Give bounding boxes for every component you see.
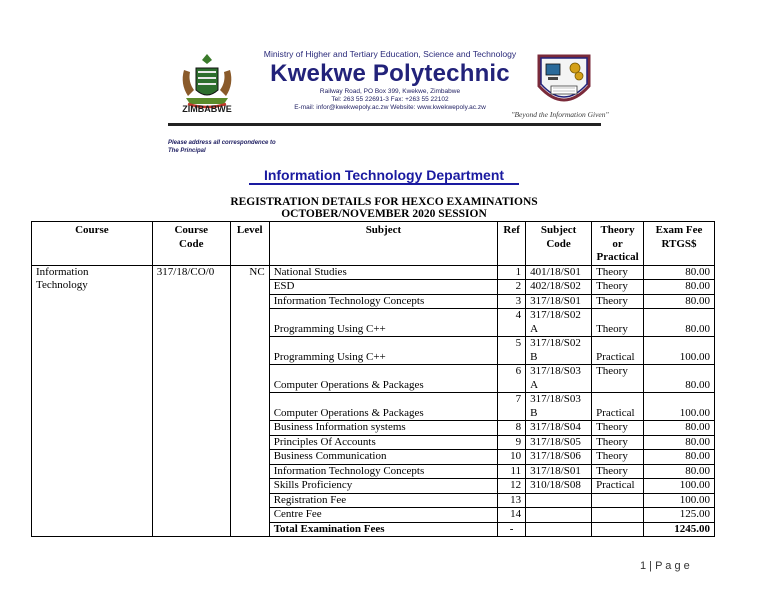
subject-code-line1: 317/18/S03 [530,365,581,377]
fee-cell: 100.00 [644,393,715,421]
subject-code-cell [526,479,592,494]
subject-cell: Computer Operations & Packages [269,365,497,393]
correspondence-note [168,139,276,155]
department-title: Information Technology Department [263,167,505,183]
college-motto: "Beyond the Information Given" [511,110,609,119]
subject-code-cell [526,265,592,280]
type-cell: Theory [592,294,644,309]
ref-cell: 6 [498,365,526,393]
subject-cell: Information Technology Concepts [269,464,497,479]
subject-code-cell [526,337,592,365]
subject-cell: National Studies [269,265,497,280]
subject-code-line1: 310/18/S08 [530,479,581,491]
course-name-line1: Information [36,265,89,278]
table-header-row [32,222,715,266]
subject-cell: Business Communication [269,450,497,465]
col-subject-code-header: Subject Code [526,222,592,266]
department-title-underline [249,183,519,185]
tel-line: Tel: 263 55 22691-3 Fax: +263 55 22102 [331,96,449,103]
subject-code-cell [526,450,592,465]
course-code-cell: 317/18/CO/0 [152,265,230,537]
subject-code-cell [526,393,592,421]
fee-cell: 80.00 [644,309,715,337]
level-cell: NC [230,265,269,537]
subject-code-line2: B [530,350,538,363]
col-course-code-header: Course Code [152,222,230,266]
subject-code-cell [526,421,592,436]
fee-cell: 80.00 [644,280,715,295]
subject-cell: Business Information systems [269,421,497,436]
subject-code-cell [526,294,592,309]
ref-cell: 12 [498,479,526,494]
ref-cell: 7 [498,393,526,421]
type-cell: Theory [592,421,644,436]
subject-code-cell [526,493,592,508]
fee-cell: 100.00 [644,337,715,365]
type-cell: Theory [592,450,644,465]
correspondence-note-line1: Please address all correspondence to [168,140,276,146]
letterhead-divider [168,123,601,126]
fee-cell: 80.00 [644,435,715,450]
subject-code-line2: A [530,322,539,335]
col-ref-header: Ref [498,222,526,266]
col-level-header: Level [230,222,269,266]
subject-cell: Centre Fee [269,508,497,523]
subject-cell: Programming Using C++ [269,309,497,337]
subject-code-line1: 317/18/S05 [530,435,581,448]
subject-cell: Information Technology Concepts [269,294,497,309]
subject-cell: Registration Fee [269,493,497,508]
ref-cell: 11 [498,464,526,479]
subject-cell: Computer Operations & Packages [269,393,497,421]
subject-code-line2: B [530,406,538,419]
subject-cell: ESD [269,280,497,295]
total-label-cell: Total Examination Fees [269,522,497,537]
ministry-name: Ministry of Higher and Tertiary Education, Science and Technology [263,49,517,59]
subject-cell: Skills Proficiency [269,479,497,494]
col-fee-header: Exam Fee RTGS$ [644,222,715,266]
subject-code-line1: 402/18/S02 [530,280,581,292]
type-cell: Theory [592,280,644,295]
subject-code-cell [526,280,592,295]
fee-cell: 80.00 [644,421,715,436]
type-cell [592,493,644,508]
col-course-header: Course [32,222,153,266]
ref-cell: 5 [498,337,526,365]
subject-cell: Programming Using C++ [269,337,497,365]
col-type-header: Theory or Practical [592,222,644,266]
type-cell: Theory [592,365,644,393]
page-number: 1 | P a g e [640,560,690,572]
col-subject-header: Subject [269,222,497,266]
session-heading: OCTOBER/NOVEMBER 2020 SESSION [281,208,487,220]
subject-code-line1: 317/18/S04 [530,421,581,433]
ref-cell: 14 [498,508,526,523]
subject-code-cell [526,435,592,450]
subject-code-cell [526,309,592,337]
ref-cell: 2 [498,280,526,295]
subject-code-cell [526,365,592,393]
address-line: Railway Road, PO Box 399, Kwekwe, Zimbabwe [319,88,461,95]
ref-cell: 10 [498,450,526,465]
coat-of-arms-label: ZIMBABWE [182,104,232,114]
type-cell: Theory [592,464,644,479]
subject-code-line1: 317/18/S01 [530,294,581,307]
type-cell: Practical [592,479,644,494]
course-name-line2: Technology [36,279,88,291]
fee-cell: 80.00 [644,365,715,393]
registration-table [31,221,715,537]
subject-code-line1: 317/18/S06 [530,450,581,462]
subject-code-line2: A [530,378,539,391]
subject-code-cell [526,508,592,523]
subject-code-line1: 317/18/S02 [530,309,581,321]
fee-cell: 100.00 [644,479,715,494]
fee-cell: 80.00 [644,265,715,280]
subject-code-line1: 317/18/S03 [530,393,581,405]
subject-code-line1: 317/18/S02 [530,337,581,349]
total-type-cell [592,522,644,537]
total-fee-cell: 1245.00 [644,522,715,537]
ref-cell: 4 [498,309,526,337]
subject-code-line1: 401/18/S01 [530,265,581,278]
course-cell [32,265,153,537]
subject-code-line1: 317/18/S01 [530,464,581,477]
type-cell: Theory [592,435,644,450]
ref-cell: 8 [498,421,526,436]
ref-cell: 1 [498,265,526,280]
type-cell [592,508,644,523]
type-cell: Theory [592,309,644,337]
subject-code-cell [526,464,592,479]
email-line: E-mail: infor@kwekwepoly.ac.zw Website: www.kwekwepoly.ac.zw [294,104,486,111]
type-cell: Theory [592,265,644,280]
ref-cell: 13 [498,493,526,508]
correspondence-note-line2: The Principal [168,148,206,154]
fee-cell: 80.00 [644,464,715,479]
table-row [32,265,715,280]
total-ref-cell: - [498,522,526,537]
document-heading: REGISTRATION DETAILS FOR HEXCO EXAMINATIONS [230,196,538,208]
fee-cell: 80.00 [644,450,715,465]
subject-cell: Principles Of Accounts [269,435,497,450]
ref-cell: 9 [498,435,526,450]
ref-cell: 3 [498,294,526,309]
type-cell: Practical [592,393,644,421]
type-cell: Practical [592,337,644,365]
fee-cell: 100.00 [644,493,715,508]
fee-cell: 125.00 [644,508,715,523]
total-code-cell [526,522,592,537]
polytechnic-crest-icon [533,52,595,114]
college-name: Kwekwe Polytechnic [270,60,510,87]
fee-cell: 80.00 [644,294,715,309]
